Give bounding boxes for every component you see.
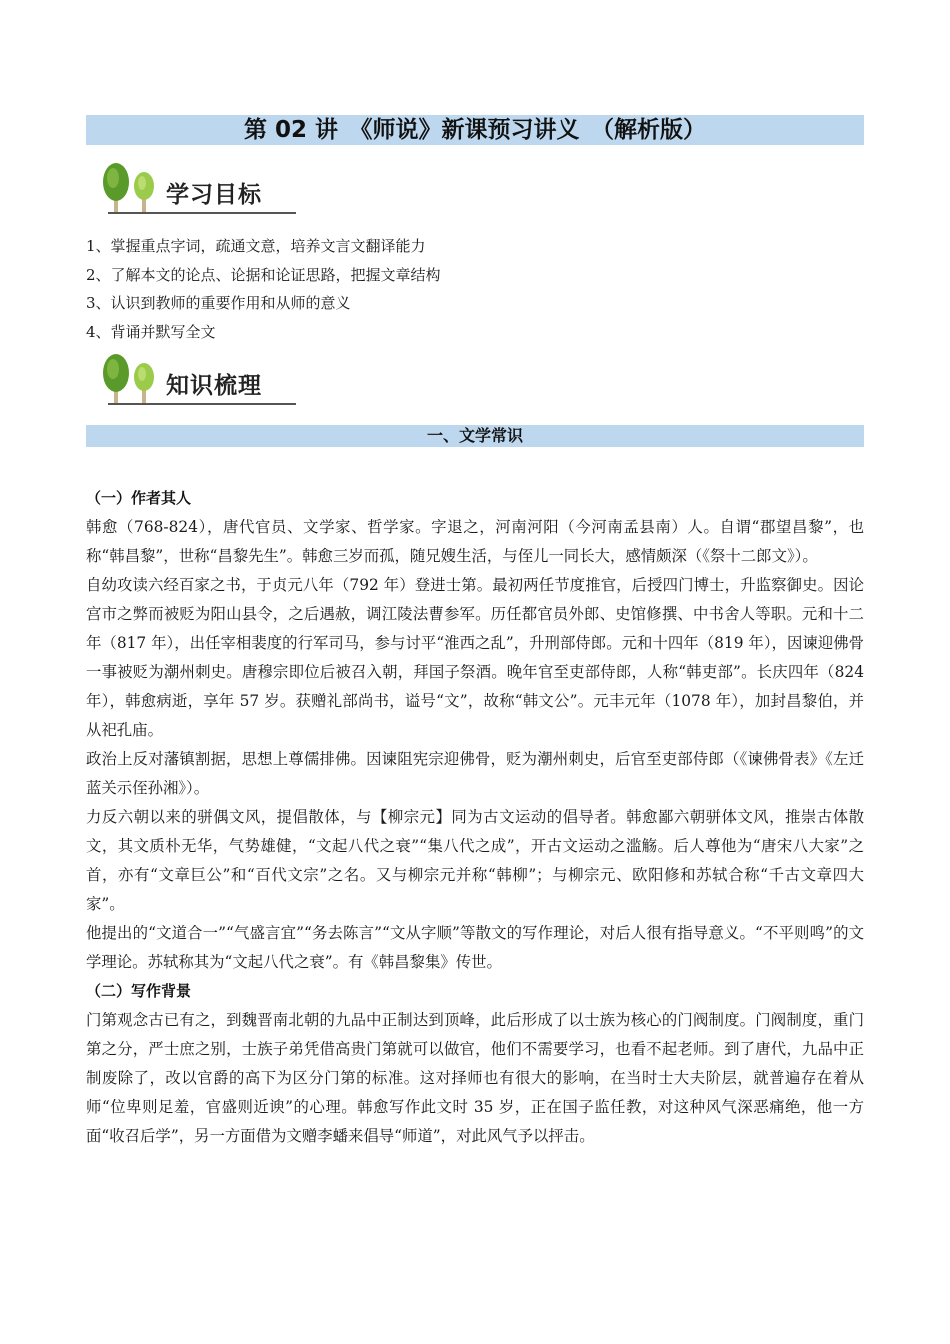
author-paragraph: 自幼攻读六经百家之书，于贞元八年（792 年）登进士第。最初两任节度推官，后授四门博士，升监察御史。因论宫市之弊而被贬为阳山县令，之后遇赦，调江陵法曹参军。历任都官员外郎、史馆修撰、中书舍人等职。元和十二年（817 年），出任宰相裴度的行军司马，参与讨平“淮西之乱”，升刑部侍郎。元和十四年（819 年），因谏迎佛骨一事被贬为潮州刺史。唐穆宗即位后被召入朝，拜国子祭酒。晚年官至吏部侍郎，人称“韩吏部”。长庆四年（824 年），韩愈病逝，享年 57 岁。获赠礼部尚书，谥号“文”，故称“韩文公”。元丰元年（1078 年），加封昌黎伯，并从祀孔庙。 bbox=[86, 576, 864, 739]
learning-goals-badge bbox=[96, 160, 300, 216]
section-title: 一、文学常识 bbox=[86, 425, 864, 447]
section-body bbox=[86, 484, 864, 1151]
goal-item: 3、认识到教师的重要作用和从师的意义 bbox=[86, 294, 351, 313]
author-paragraph: 韩愈（768-824），唐代官员、文学家、哲学家。字退之，河南河阳（今河南孟县南）人。自谓“郡望昌黎”，也称“韩昌黎”，世称“昌黎先生”。韩愈三岁而孤，随兄嫂生活，与侄儿一同长大，感情颇深（《祭十二郎文》）。 bbox=[86, 518, 864, 565]
author-paragraph: 他提出的“文道合一”“气盛言宜”“务去陈言”“文从字顺”等散文的写作理论，对后人很有指导意义。“不平则鸣”的文学理论。苏轼称其为“文起八代之衰”。有《韩昌黎集》传世。 bbox=[86, 924, 864, 971]
goals-list bbox=[86, 232, 864, 347]
background-paragraph: 门第观念古已有之，到魏晋南北朝的九品中正制达到顶峰，此后形成了以士族为核心的门阀制度。门阀制度，重门第之分，严士庶之别，士族子弟凭借高贵门第就可以做官，他们不需要学习，也看不起老师。到了唐代，九品中正制废除了，改以官爵的高下为区分门第的标准。这对择师也有很大的影响，在当时士大夫阶层，就普遍存在着从师“位卑则足羞，官盛则近谀”的心理。韩愈写作此文时 35 岁，正在国子监任教，对这种风气深恶痛绝，他一方面“收召后学”，另一方面借为文赠李蟠来倡导“师道”，对此风气予以抨击。 bbox=[86, 1011, 864, 1145]
knowledge-badge bbox=[96, 351, 300, 407]
goal-item: 2、了解本文的论点、论据和论证思路，把握文章结构 bbox=[86, 265, 441, 284]
background-heading: （二）写作背景 bbox=[86, 982, 192, 1000]
author-paragraph: 政治上反对藩镇割据，思想上尊儒排佛。因谏阻宪宗迎佛骨，贬为潮州刺史，后官至吏部侍郎（《谏佛骨表》《左迁蓝关示侄孙湘》）。 bbox=[86, 750, 864, 797]
tree-icon bbox=[96, 160, 166, 218]
tree-icon bbox=[96, 351, 166, 409]
badge-underline bbox=[108, 212, 296, 214]
author-paragraph: 力反六朝以来的骈偶文风，提倡散体，与【柳宗元】同为古文运动的倡导者。韩愈鄙六朝骈体文风，推崇古体散文，其文质朴无华，气势雄健，“文起八代之衰”“集八代之成”，开古文运动之滥觞。后人尊他为“唐宋八大家”之首，亦有“文章巨公”和“百代文宗”之名。又与柳宗元并称“韩柳”；与柳宗元、欧阳修和苏轼合称“千古文章四大家”。 bbox=[86, 808, 864, 913]
learning-goals-label: 学习目标 bbox=[166, 182, 262, 208]
goal-item: 4、背诵并默写全文 bbox=[86, 323, 216, 342]
knowledge-label: 知识梳理 bbox=[166, 373, 262, 399]
author-heading: （一）作者其人 bbox=[86, 489, 192, 507]
goal-item: 1、掌握重点字词，疏通文意，培养文言文翻译能力 bbox=[86, 237, 426, 255]
page-title: 第 02 讲 《师说》新课预习讲义 （解析版） bbox=[86, 115, 864, 145]
badge-underline bbox=[108, 403, 296, 405]
